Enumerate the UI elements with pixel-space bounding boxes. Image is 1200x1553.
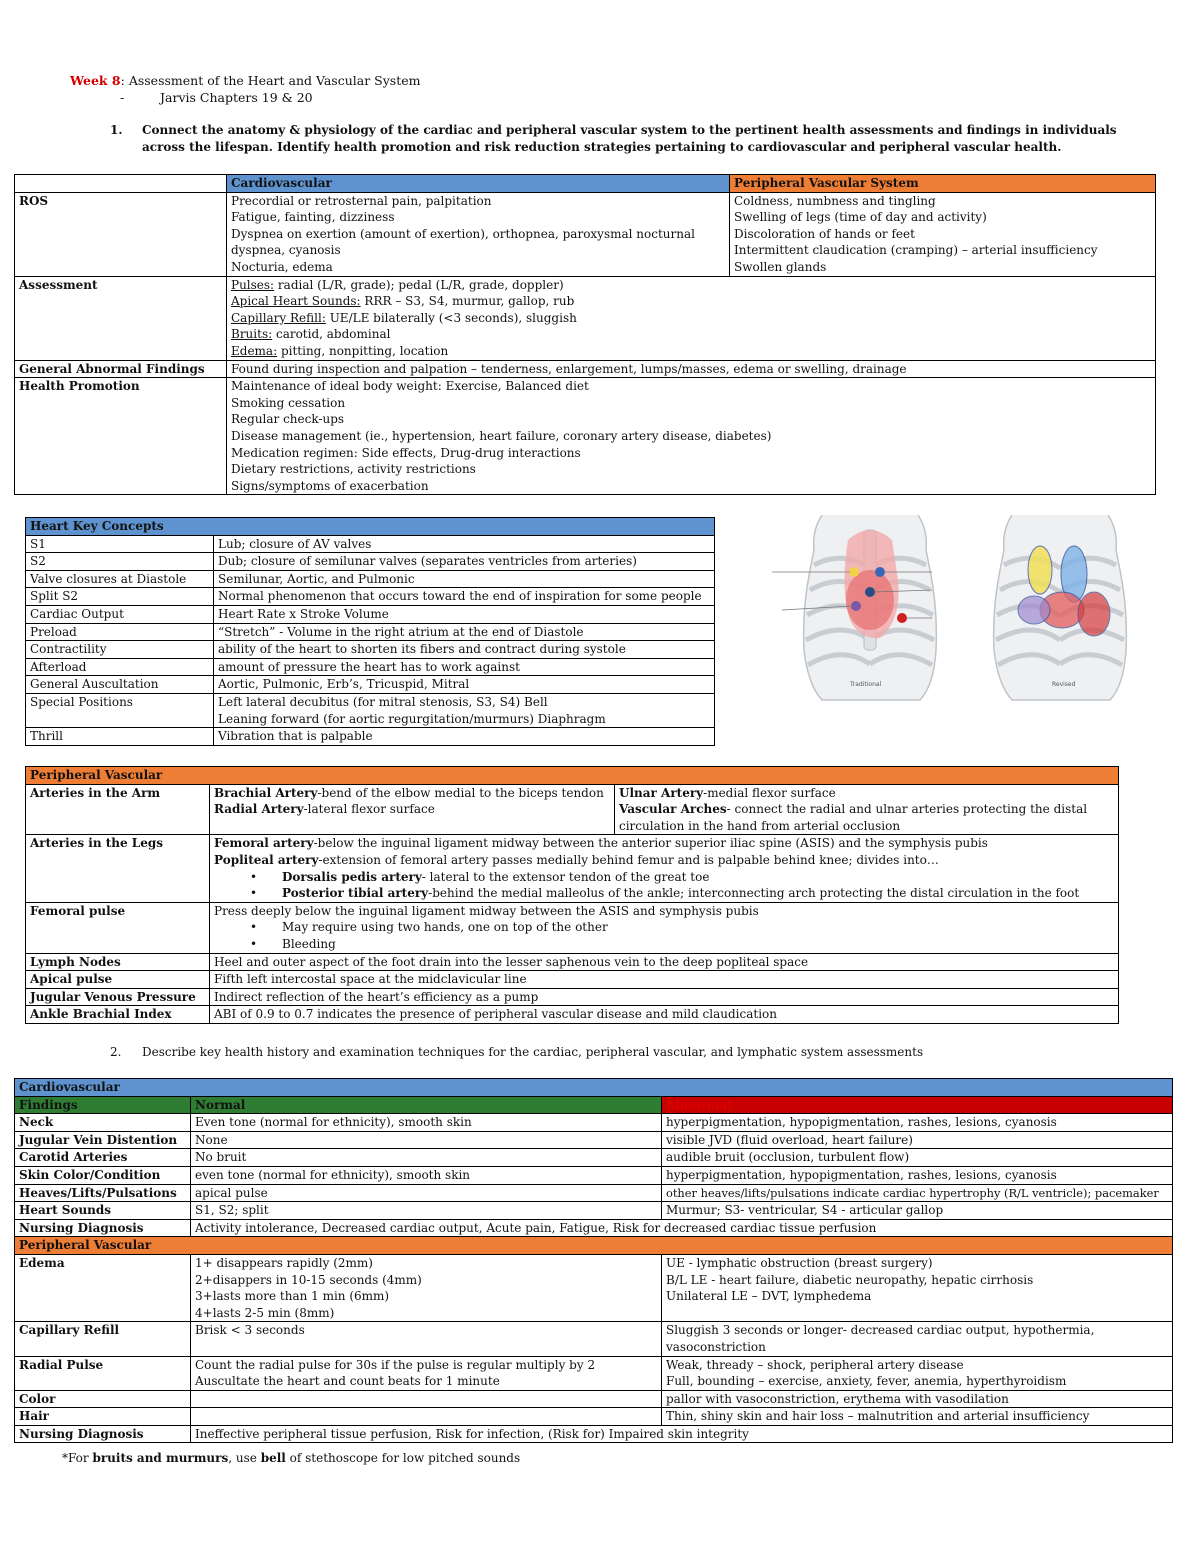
list-item: 2+disappers in 10-15 seconds (4mm)	[195, 1272, 422, 1287]
finding-label: Heaves/Lifts/Pulsations	[15, 1184, 191, 1202]
artery-name: Ulnar Artery	[619, 785, 704, 800]
finding-label: Skin Color/Condition	[15, 1166, 191, 1184]
footnote-bold: bell	[260, 1451, 286, 1465]
concept-key: Valve closures at Diastole	[26, 570, 214, 588]
doc-header	[70, 72, 421, 106]
concept-value: Normal phenomenon that occurs toward the end of inspiration for some people	[214, 588, 715, 606]
table-row	[26, 641, 715, 659]
nursing-diagnosis-pv: Ineffective peripheral tissue perfusion, Risk for infection, (Risk for) Impaired skin integrity	[191, 1425, 1173, 1443]
table-row	[15, 276, 1156, 360]
list-item: 1+ disappears rapidly (2mm)	[195, 1255, 373, 1270]
list-item: • May require using two hands, one on top of the other	[282, 919, 1114, 936]
table-row	[26, 535, 715, 553]
finding-abnormal: Thin, shiny skin and hair loss – malnutrition and arterial insufficiency	[662, 1408, 1173, 1426]
list-item: Full, bounding – exercise, anxiety, fever, anemia, hyperthyroidism	[666, 1374, 1067, 1389]
concept-key: S1	[26, 535, 214, 553]
list-item: Precordial or retrosternal pain, palpitation	[231, 193, 492, 208]
objective-2-number: 2.	[110, 1045, 122, 1059]
finding-normal: S1, S2; split	[191, 1202, 662, 1220]
header-cardiovascular: Cardiovascular	[227, 175, 730, 193]
objective-1-number: 1.	[110, 123, 123, 137]
row-label-assessment: Assessment	[15, 276, 227, 360]
list-item: Unilateral LE – DVT, lymphedema	[666, 1289, 872, 1304]
concept-value: Semilunar, Aortic, and Pulmonic	[214, 570, 715, 588]
assessment-value: carotid, abdominal	[272, 327, 391, 342]
concept-key: Afterload	[26, 658, 214, 676]
list-item	[214, 785, 610, 802]
row-label-legs: Arteries in the Legs	[26, 835, 210, 902]
list-item: Swollen glands	[734, 259, 827, 274]
footnote-text: *For	[62, 1451, 93, 1465]
assessment-value: pitting, nonpitting, location	[277, 343, 449, 358]
finding-abnormal: visible JVD (fluid overload, heart failure)	[662, 1131, 1173, 1149]
assessment-key: Edema:	[231, 343, 278, 358]
table-row	[15, 1425, 1173, 1443]
assessment-cell	[227, 276, 1156, 360]
artery-desc: -extension of femoral artery passes medially behind femur and is palpable behind knee; divides into…	[318, 852, 939, 867]
objective-1-text: Connect the anatomy & physiology of the cardiac and peripheral vascular system to the pertinent health assessments and findings in individuals across the lifespan. Identify health promotion and risk reduction strategies pertaining to cardiovascular and peripheral vascular health.	[142, 123, 1117, 154]
row-value: Indirect reflection of the heart’s efficiency as a pump	[210, 988, 1119, 1006]
finding-normal: None	[191, 1131, 662, 1149]
artery-name: Brachial Artery	[214, 785, 318, 800]
table-row	[26, 988, 1119, 1006]
table-row	[26, 588, 715, 606]
artery-desc: -bend of the elbow medial to the biceps tendon	[317, 785, 604, 800]
table-row	[15, 360, 1156, 378]
list-item	[214, 835, 1114, 852]
row-label: Lymph Nodes	[26, 953, 210, 971]
finding-label: Carotid Arteries	[15, 1149, 191, 1167]
footnote-text: of stethoscope for low pitched sounds	[285, 1451, 521, 1465]
list-item: Fatigue, fainting, dizziness	[231, 210, 395, 225]
concept-value	[214, 693, 715, 727]
concept-value: Aortic, Pulmonic, Erb’s, Tricuspid, Mitral	[214, 676, 715, 694]
table-row	[15, 1219, 1173, 1237]
chapters-text: Jarvis Chapters 19 & 20	[160, 90, 313, 105]
table-row	[26, 676, 715, 694]
concept-value: Dub; closure of semilunar valves (separates ventricles from arteries)	[214, 553, 715, 571]
list-item	[231, 293, 1151, 310]
table-row	[26, 784, 1119, 835]
table-row	[15, 1114, 1173, 1132]
ros-cardio-cell	[227, 192, 730, 276]
concept-key: Contractility	[26, 641, 214, 659]
row-label-general-abnormal: General Abnormal Findings	[15, 360, 227, 378]
table-row	[15, 1131, 1173, 1149]
row-label-health-promotion: Health Promotion	[15, 378, 227, 495]
list-item	[282, 869, 1114, 886]
list-item: • Bleeding	[282, 936, 1114, 953]
concept-key: Split S2	[26, 588, 214, 606]
row-value: ABI of 0.9 to 0.7 indicates the presence of peripheral vascular disease and mild claudication	[210, 1006, 1119, 1024]
header-normal: Normal	[191, 1096, 662, 1114]
header-abnormal: Abnormal	[662, 1096, 1173, 1114]
finding-abnormal: other heaves/lifts/pulsations indicate cardiac hypertrophy (R/L ventricle); pacemaker	[662, 1184, 1173, 1202]
finding-abnormal	[662, 1254, 1173, 1321]
peripheral-vascular-table	[25, 766, 1119, 1024]
table-row	[15, 1237, 1173, 1255]
list-item: Nocturia, edema	[231, 259, 333, 274]
ribcage-illustration	[752, 510, 1172, 738]
concept-key: Cardiac Output	[26, 605, 214, 623]
finding-abnormal: hyperpigmentation, hypopigmentation, rashes, lesions, cyanosis	[662, 1166, 1173, 1184]
heart-key-concepts-title: Heart Key Concepts	[26, 518, 715, 536]
general-abnormal-cell: Found during inspection and palpation – tenderness, enlargement, lumps/masses, edema or swelling, drainage	[227, 360, 1156, 378]
assessment-value: RRR – S3, S4, murmur, gallop, rub	[360, 294, 575, 309]
traditional-diagram	[772, 515, 936, 700]
finding-label: Hair	[15, 1408, 191, 1426]
artery-desc: -behind the medial malleolus of the ankle; interconnecting arch protecting the distal circulation in the foot	[428, 886, 1080, 901]
table-cell	[15, 175, 227, 193]
list-item: Discoloration of hands or feet	[734, 226, 915, 241]
assessment-key: Capillary Refill:	[231, 310, 326, 325]
list-item: Press deeply below the inguinal ligament midway between the ASIS and symphysis pubis	[214, 903, 759, 918]
table-row	[26, 553, 715, 571]
table-row	[26, 971, 1119, 989]
header-peripheral-vascular: Peripheral Vascular System	[730, 175, 1156, 193]
artery-desc: -below the inguinal ligament midway between the anterior superior iliac spine (ASIS) and the symphysis pubis	[313, 836, 988, 851]
list-item	[231, 326, 1151, 343]
list-item	[619, 801, 1114, 834]
femoral-pulse-cell	[210, 902, 1119, 953]
examination-findings-table	[14, 1078, 1173, 1443]
row-label-arm: Arteries in the Arm	[26, 784, 210, 835]
row-value: Heel and outer aspect of the foot drain into the lesser saphenous vein to the deep popliteal space	[210, 953, 1119, 971]
row-label-femoral-pulse: Femoral pulse	[26, 902, 210, 953]
table-row	[26, 693, 715, 727]
list-item: Smoking cessation	[231, 395, 346, 410]
table-row	[15, 1356, 1173, 1390]
artery-desc: - lateral to the extensor tendon of the great toe	[421, 869, 710, 884]
ros-pv-cell	[730, 192, 1156, 276]
table-row	[15, 1254, 1173, 1321]
finding-label: Neck	[15, 1114, 191, 1132]
finding-normal	[191, 1356, 662, 1390]
objective-2-text: Describe key health history and examination techniques for the cardiac, peripheral vascular, and lymphatic system assessments	[142, 1045, 924, 1059]
list-item: Coldness, numbness and tingling	[734, 193, 936, 208]
row-label-ros: ROS	[15, 192, 227, 276]
table-row	[15, 1184, 1173, 1202]
assessment-key: Pulses:	[231, 277, 275, 292]
footnote	[62, 1451, 520, 1465]
list-item: Maintenance of ideal body weight: Exercise, Balanced diet	[231, 379, 589, 394]
finding-label: Edema	[15, 1254, 191, 1321]
table-row	[26, 728, 715, 746]
list-item	[231, 277, 1151, 294]
list-item: Dyspnea on exertion (amount of exertion), orthopnea, paroxysmal nocturnal dyspnea, cyanosis	[231, 226, 695, 258]
revised-diagram	[994, 515, 1127, 700]
auscultation-areas-figure	[752, 510, 1172, 738]
footnote-text: , use	[228, 1451, 261, 1465]
list-item: Auscultate the heart and count beats for 1 minute	[195, 1374, 500, 1389]
artery-name: Radial Artery	[214, 802, 304, 817]
peripheral-vascular-title: Peripheral Vascular	[26, 767, 1119, 785]
assessment-key: Bruits:	[231, 327, 273, 342]
week-topic: : Assessment of the Heart and Vascular System	[120, 73, 421, 88]
concept-key: Preload	[26, 623, 214, 641]
table-row	[26, 623, 715, 641]
list-item: Leaning forward (for aortic regurgitation/murmurs) Diaphragm	[218, 711, 606, 726]
table-row	[15, 1322, 1173, 1356]
header-findings: Findings	[15, 1096, 191, 1114]
table-row	[15, 192, 1156, 276]
nursing-diagnosis-cv: Activity intolerance, Decreased cardiac output, Acute pain, Fatigue, Risk for decreased cardiac tissue perfusion	[191, 1219, 1173, 1237]
table-row	[26, 658, 715, 676]
finding-normal: Brisk < 3 seconds	[191, 1322, 662, 1356]
list-item: Left lateral decubitus (for mitral stenosis, S3, S4) Bell	[218, 694, 548, 709]
table-row	[26, 570, 715, 588]
list-item: Swelling of legs (time of day and activity)	[734, 210, 987, 225]
week-label: Week 8	[70, 73, 121, 88]
table-row	[26, 518, 715, 536]
table-row	[15, 1202, 1173, 1220]
health-promotion-cell	[227, 378, 1156, 495]
arm-right-cell	[615, 784, 1119, 835]
artery-name: Femoral artery	[214, 836, 314, 851]
concept-value: ability of the heart to shorten its fibers and contract during systole	[214, 641, 715, 659]
table-row	[26, 902, 1119, 953]
list-item	[619, 785, 1114, 802]
concept-key: S2	[26, 553, 214, 571]
chapters-line: - Jarvis Chapters 19 & 20	[120, 90, 313, 105]
list-item	[214, 801, 610, 818]
assessment-value: radial (L/R, grade); pedal (L/R, grade, doppler)	[274, 277, 564, 292]
heart-key-concepts-table	[25, 517, 715, 746]
concept-value: Lub; closure of AV valves	[214, 535, 715, 553]
section-peripheral-vascular: Peripheral Vascular	[15, 1237, 1173, 1255]
concept-value: Heart Rate x Stroke Volume	[214, 605, 715, 623]
concept-key: General Auscultation	[26, 676, 214, 694]
nursing-diagnosis-label: Nursing Diagnosis	[15, 1219, 191, 1237]
finding-normal: No bruit	[191, 1149, 662, 1167]
table-row	[15, 175, 1156, 193]
row-label: Jugular Venous Pressure	[26, 988, 210, 1006]
week-title	[70, 72, 421, 89]
table-row	[15, 1166, 1173, 1184]
finding-label: Heart Sounds	[15, 1202, 191, 1220]
concept-key: Thrill	[26, 728, 214, 746]
table-row	[15, 1390, 1173, 1408]
section-cardiovascular: Cardiovascular	[15, 1079, 1173, 1097]
list-item: Disease management (ie., hypertension, heart failure, coronary artery disease, diabetes)	[231, 428, 772, 443]
arm-left-cell	[210, 784, 615, 835]
row-label: Apical pulse	[26, 971, 210, 989]
finding-label: Radial Pulse	[15, 1356, 191, 1390]
table-row	[15, 1079, 1173, 1097]
finding-abnormal	[662, 1356, 1173, 1390]
list-item: Regular check-ups	[231, 412, 345, 427]
concept-value: “Stretch” - Volume in the right atrium at the end of Diastole	[214, 623, 715, 641]
finding-normal: apical pulse	[191, 1184, 662, 1202]
list-item	[231, 310, 1151, 327]
list-item: Signs/symptoms of exacerbation	[231, 478, 429, 493]
table-row	[26, 1006, 1119, 1024]
table-row	[15, 1096, 1173, 1114]
finding-abnormal: pallor with vasoconstriction, erythema with vasodilation	[662, 1390, 1173, 1408]
list-item: Count the radial pulse for 30s if the pulse is regular multiply by 2	[195, 1357, 596, 1372]
finding-normal	[191, 1254, 662, 1321]
list-item: Intermittent claudication (cramping) – arterial insufficiency	[734, 243, 1098, 258]
nursing-diagnosis-label: Nursing Diagnosis	[15, 1425, 191, 1443]
objective-2	[110, 1045, 1110, 1059]
list-item: 4+lasts 2-5 min (8mm)	[195, 1305, 335, 1320]
artery-name: Posterior tibial artery	[282, 886, 429, 901]
table-row	[15, 378, 1156, 495]
list-item	[231, 343, 1151, 360]
legs-bullet-list	[214, 869, 1114, 902]
list-item: Medication regimen: Side effects, Drug-drug interactions	[231, 445, 581, 460]
list-item	[214, 852, 1114, 869]
list-item: Weak, thready – shock, peripheral artery disease	[666, 1357, 964, 1372]
list-item: 3+lasts more than 1 min (6mm)	[195, 1289, 390, 1304]
artery-desc: -lateral flexor surface	[303, 802, 435, 817]
finding-normal: Even tone (normal for ethnicity), smooth skin	[191, 1114, 662, 1132]
concept-value: Vibration that is palpable	[214, 728, 715, 746]
assessment-key: Apical Heart Sounds:	[231, 294, 361, 309]
cardio-pv-overview-table	[14, 174, 1156, 495]
table-row	[26, 605, 715, 623]
assessment-value: UE/LE bilaterally (<3 seconds), sluggish	[325, 310, 577, 325]
list-item: B/L LE - heart failure, diabetic neuropathy, hepatic cirrhosis	[666, 1272, 1034, 1287]
legs-cell	[210, 835, 1119, 902]
artery-desc: -medial flexor surface	[703, 785, 836, 800]
finding-label: Color	[15, 1390, 191, 1408]
objective-1	[110, 122, 1120, 156]
revised-caption: Revised	[1052, 681, 1076, 688]
footnote-bold: bruits and murmurs	[92, 1451, 229, 1465]
artery-desc: - connect the radial and ulnar arteries protecting the distal circulation in the hand from arterial occlusion	[619, 802, 1088, 833]
list-item: UE - lymphatic obstruction (breast surgery)	[666, 1255, 933, 1270]
finding-abnormal: Murmur; S3- ventricular, S4 - articular gallop	[662, 1202, 1173, 1220]
table-row	[15, 1149, 1173, 1167]
artery-name: Vascular Arches	[619, 802, 727, 817]
table-row	[15, 1408, 1173, 1426]
concept-value: amount of pressure the heart has to work against	[214, 658, 715, 676]
femoral-bullet-list	[214, 919, 1114, 952]
table-row	[26, 835, 1119, 902]
row-label: Ankle Brachial Index	[26, 1006, 210, 1024]
traditional-caption: Traditional	[850, 681, 882, 688]
list-item	[282, 885, 1114, 902]
artery-name: Dorsalis pedis artery	[282, 869, 422, 884]
row-value: Fifth left intercostal space at the midclavicular line	[210, 971, 1119, 989]
artery-name: Popliteal artery	[214, 852, 319, 867]
table-row	[26, 953, 1119, 971]
finding-normal: even tone (normal for ethnicity), smooth skin	[191, 1166, 662, 1184]
table-row	[26, 767, 1119, 785]
finding-label: Capillary Refill	[15, 1322, 191, 1356]
finding-label: Jugular Vein Distention	[15, 1131, 191, 1149]
finding-abnormal: Sluggish 3 seconds or longer- decreased cardiac output, hypothermia, vasoconstriction	[662, 1322, 1173, 1356]
finding-abnormal: hyperpigmentation, hypopigmentation, rashes, lesions, cyanosis	[662, 1114, 1173, 1132]
finding-normal	[191, 1390, 662, 1408]
list-item: Dietary restrictions, activity restrictions	[231, 462, 476, 477]
finding-normal	[191, 1408, 662, 1426]
finding-abnormal: audible bruit (occlusion, turbulent flow)	[662, 1149, 1173, 1167]
concept-key: Special Positions	[26, 693, 214, 727]
